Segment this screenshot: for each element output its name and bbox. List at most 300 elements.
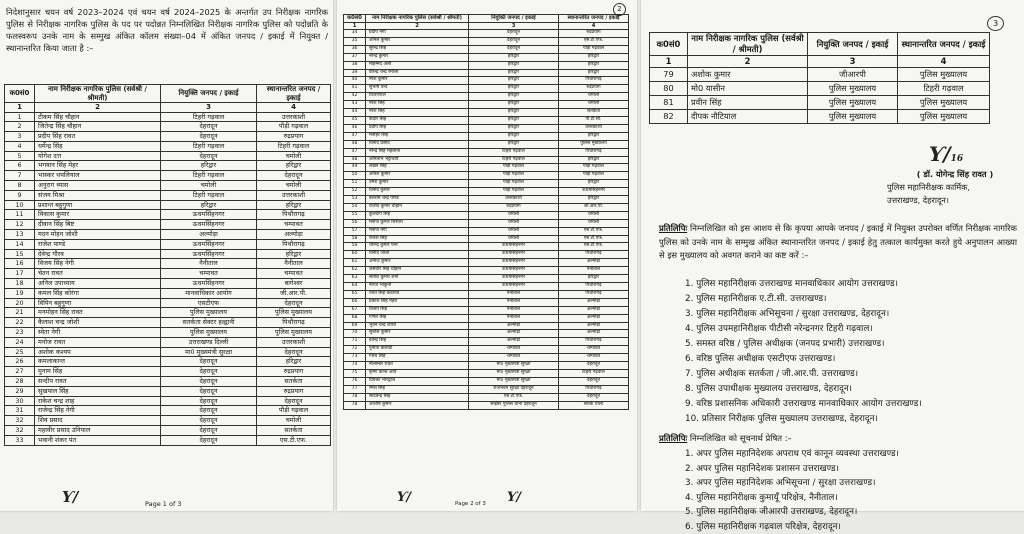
cell-officer-name: संजय मिश्रा: [35, 190, 161, 200]
copy-info-text: निम्नलिखित को सूचनार्थ प्रेषित :–: [690, 433, 792, 443]
page-footer: Page 1 of 3: [145, 500, 181, 508]
cell-serial: 9: [5, 190, 35, 200]
cell-officer-name: अनिल कुमार: [366, 172, 469, 180]
copy-instruction-text: निम्नलिखित को इस आशय से कि कृपया आपके जनपद / इकाई में नियुक्त उपरोक्त वर्णित निरीक्षक नागरिक पुलिस को उनके नाम के सम्मुख अंकित स्थानान्तरित जनपद / इकाई हेतु तत्काल कार्यमुक्त करते हुये अनुपालन आख्या से इस मुख्यालय को अवगत कराने का कष्ट करें :–: [659, 223, 1017, 260]
cell-transfer-unit: चम्पावत: [559, 354, 629, 362]
signatory-block: [887, 168, 1023, 207]
table-row: [344, 377, 629, 385]
table-row: [344, 211, 629, 219]
cell-serial: 32: [5, 416, 35, 426]
cell-posting-unit: उत्तराखण्ड दिल्ली: [161, 337, 257, 347]
table-row: [344, 369, 629, 377]
table-row: [344, 338, 629, 346]
cell-transfer-unit: हरिद्वार: [257, 161, 331, 171]
cell-posting-unit: चम्पावत: [469, 346, 559, 354]
cell-transfer-unit: पुलिस मुख्यालय: [257, 308, 331, 318]
cell-transfer-unit: चमोली: [559, 93, 629, 101]
list-item: 3. पुलिस महानिरीक्षक अभिसूचना / सुरक्षा उत्तराखण्ड, देहरादून।: [685, 307, 922, 322]
cell-officer-name: प्रकाश सिंह मेहरा: [366, 298, 469, 306]
cell-transfer-unit: अल्मोड़ा: [559, 322, 629, 330]
cell-posting-unit: पुलिस मुख्यालय: [161, 328, 257, 338]
signatory-designation: पुलिस महानिरीक्षक कार्मिक,: [887, 181, 1023, 194]
list-item: 6. पुलिस महानिरीक्षक गढ़वाल परिक्षेत्र, देहरादून।: [685, 520, 899, 534]
cell-officer-name: विजय सिंह: [366, 306, 469, 314]
cell-officer-name: विनोद कुमार: [366, 188, 469, 196]
cell-officer-name: धर्मेन्द्र सिंह: [35, 141, 161, 151]
cell-serial: 58: [344, 235, 366, 243]
cell-serial: 32: [5, 426, 35, 436]
table-row: [344, 69, 629, 77]
table-row: [344, 77, 629, 85]
cell-serial: 67: [344, 306, 366, 314]
cell-posting-unit: पौड़ी गढ़वाल: [469, 172, 559, 180]
cell-posting-unit: ऊधमसिंहनगर: [469, 275, 559, 283]
cell-transfer-unit: चमोली: [257, 181, 331, 191]
cell-serial: 53: [344, 196, 366, 204]
cell-officer-name: राजीव कुमार चौहान: [366, 203, 469, 211]
table-row: [5, 269, 331, 279]
table-row: [344, 362, 629, 370]
cell-officer-name: स्वेता नेगी: [35, 328, 161, 338]
copy-label: प्रतिलिपिः: [659, 223, 687, 233]
cell-officer-name: गौरव सिंह: [366, 354, 469, 362]
col-posting-header: नियुक्ति जनपद / इकाई: [808, 33, 898, 56]
cell-posting-unit: टिहरी गढ़वाल: [469, 148, 559, 156]
cell-serial: 7: [5, 171, 35, 181]
col-name-header: नाम निरीक्षक नागरिक पुलिस (सर्वश्री / श्रीमती): [35, 85, 161, 103]
cell-officer-name: कमल सिंह कोरंगा: [35, 288, 161, 298]
table-row: [344, 235, 629, 243]
cell-posting-unit: चमोली: [469, 219, 559, 227]
cell-serial: 39: [344, 69, 366, 77]
cell-serial: 19: [5, 288, 35, 298]
table-row: [344, 61, 629, 69]
cell-officer-name: अशोक कुमार: [688, 68, 808, 82]
table-row: [344, 275, 629, 283]
cell-serial: 27: [5, 367, 35, 377]
cell-serial: 52: [344, 188, 366, 196]
cell-officer-name: चेतन रावत: [35, 269, 161, 279]
col-num: 4: [898, 56, 990, 68]
cell-transfer-unit: चमोली: [559, 211, 629, 219]
cell-transfer-unit: अल्मोड़ा: [559, 298, 629, 306]
cell-officer-name: विनोद प्रसाद: [366, 140, 469, 148]
table-row: [5, 288, 331, 298]
table-row: [344, 330, 629, 338]
cell-posting-unit: हरिद्वार: [469, 101, 559, 109]
list-item: 2. अपर पुलिस महानिदेशक प्रशासन उत्तराखण्ड।: [685, 462, 899, 477]
table-row: [344, 298, 629, 306]
cell-transfer-unit: पौड़ी गढ़वाल: [559, 172, 629, 180]
cell-serial: 59: [344, 243, 366, 251]
cell-posting-unit: हरिद्वार: [469, 61, 559, 69]
cell-serial: 36: [344, 45, 366, 53]
cell-transfer-unit: देहरादून: [257, 347, 331, 357]
cell-transfer-unit: पुलिस मुख्यालय: [559, 140, 629, 148]
cell-transfer-unit: देहरादून: [559, 362, 629, 370]
cell-officer-name: भुवन चन्द्र जोशी: [366, 322, 469, 330]
cell-posting-unit: देहरादून: [161, 406, 257, 416]
table-row: [344, 385, 629, 393]
cell-officer-name: नरेन्द्र सिंह महलाना: [366, 148, 469, 156]
cell-serial: 14: [5, 239, 35, 249]
cell-transfer-unit: एस.टी.एफ.: [559, 243, 629, 251]
table-row: [5, 190, 331, 200]
table-row: [5, 406, 331, 416]
cell-transfer-unit: अल्मोड़ा: [559, 306, 629, 314]
cell-posting-unit: हरिद्वार: [161, 200, 257, 210]
cell-posting-unit: हरिद्वार: [469, 69, 559, 77]
cell-posting-unit: हरिद्वार: [161, 161, 257, 171]
cell-posting-unit: पुलिस मुख्यालय: [808, 96, 898, 110]
cell-posting-unit: देहरादून: [469, 37, 559, 45]
cell-transfer-unit: हरिद्वार: [559, 156, 629, 164]
cell-officer-name: प्रवीन सिंह: [688, 96, 808, 110]
cell-officer-name: विपिन बहुगुणा: [35, 298, 161, 308]
col-serial-header: क0सं0: [344, 15, 366, 23]
cell-posting-unit: ऊधमसिंहनगर: [469, 259, 559, 267]
cell-transfer-unit: अल्मोड़ा: [257, 230, 331, 240]
table-row: [344, 93, 629, 101]
cell-serial: 23: [5, 328, 35, 338]
table-row: [650, 110, 990, 124]
col-transfer-header: स्थानान्तरित जनपद / इकाई: [559, 15, 629, 23]
cell-posting-unit: देहरादून: [161, 122, 257, 132]
cell-serial: 75: [344, 369, 366, 377]
order-intro-text: निदेशानुसार चयन वर्ष 2023–2024 एवं चयन वर्ष 2024–2025 के अन्तर्गत उप निरीक्षक नागरिक पुलिस से निरीक्षक नागरिक पुलिस के पद पर पदोन्नत निम्नलिखित निरीक्षक नागरिक पुलिस को पदोन्नति के फलस्वरूप उनके नाम के सम्मुख अंकित कॉलम संख्या–04 में अंकित जनपद / इकाई में नियुक्त / स्थानान्तरित किया जाता है :–: [6, 6, 328, 54]
col-name-header: नाम निरीक्षक नागरिक पुलिस (सर्वश्री / श्रीमती): [688, 33, 808, 56]
table-row: [344, 101, 629, 109]
table-row: [344, 401, 629, 409]
cell-officer-name: अमिताभ भट्टाचार्य: [366, 156, 469, 164]
cell-serial: 79: [650, 68, 688, 82]
table-row: [344, 45, 629, 53]
table-row: [5, 210, 331, 220]
cell-officer-name: अनोज कुमार: [366, 259, 469, 267]
cell-transfer-unit: हरिद्वार: [559, 53, 629, 61]
list-item: 10. प्रतिसार निरीक्षक पुलिस मुख्यालय उत्तराखण्ड, देहरादून।: [685, 412, 922, 427]
table-row: [5, 298, 331, 308]
table-row: [344, 196, 629, 204]
cell-transfer-unit: देहरादून: [257, 171, 331, 181]
cell-transfer-unit: पिथौरागढ़: [559, 77, 629, 85]
cell-officer-name: देवेन्द्र गौरव: [35, 249, 161, 259]
list-item: 5. समस्त वरिष्ठ / पुलिस अधीक्षक (जनपद प्रभारी) उत्तराखण्ड।: [685, 337, 922, 352]
cell-officer-name: नरेश सिंह: [366, 109, 469, 117]
cell-serial: 76: [344, 377, 366, 385]
table-row: [344, 132, 629, 140]
cell-transfer-unit: चमोली: [257, 151, 331, 161]
cell-transfer-unit: हरिद्वार: [559, 61, 629, 69]
cell-transfer-unit: पौड़ी गढ़वाल: [559, 164, 629, 172]
col-serial-header: क0सं0: [650, 33, 688, 56]
cell-officer-name: मनोहर सिंह: [366, 132, 469, 140]
table-row: [5, 200, 331, 210]
copy-info-paragraph: [659, 432, 1017, 446]
table-row: [344, 37, 629, 45]
cell-posting-unit: देहरादून: [469, 45, 559, 53]
cell-officer-name: राकेश चन्द्र शाह: [35, 396, 161, 406]
cell-officer-name: महावीर प्रसाद उनियाल: [35, 426, 161, 436]
cell-posting-unit: चम्पावत: [469, 354, 559, 362]
cell-posting-unit: अल्मोड़ा: [469, 338, 559, 346]
col-serial-header: क0सं0: [5, 85, 35, 103]
cell-posting-unit: पुलिस मुख्यालय: [808, 82, 898, 96]
table-row: [5, 161, 331, 171]
cell-transfer-unit: एस.टी.एफ.: [559, 235, 629, 243]
cell-officer-name: कृष्ण कान्त आर्य: [366, 369, 469, 377]
cell-transfer-unit: चमोली: [559, 101, 629, 109]
cell-officer-name: सुखपाल सिंह: [35, 386, 161, 396]
list-item: 4. पुलिस उपमहानिरीक्षक पीटीसी नरेन्द्रनगर टिहरी गढ़वाल।: [685, 322, 922, 337]
table-row: [344, 164, 629, 172]
table-row: [344, 30, 629, 38]
cell-transfer-unit: रुद्रप्रयाग: [257, 132, 331, 142]
table-row: [5, 377, 331, 387]
table-row: [5, 112, 331, 122]
initials-signature: Ƴ/: [507, 490, 521, 505]
table-row: [5, 249, 331, 259]
cell-posting-unit: ऊधमसिंहनगर: [161, 220, 257, 230]
cell-serial: 4: [5, 141, 35, 151]
cell-transfer-unit: पिथौरागढ़: [559, 283, 629, 291]
list-item: 6. वरिष्ठ पुलिस अधीक्षक एसटीएफ उत्तराखण्ड।: [685, 352, 922, 367]
table-row: [344, 354, 629, 362]
cell-posting-unit: उत्तरकाशी: [469, 196, 559, 204]
table-row: [344, 243, 629, 251]
table-header: [650, 33, 990, 68]
cell-posting-unit: ऊधमसिंहनगर: [161, 249, 257, 259]
cell-serial: 60: [344, 251, 366, 259]
cell-officer-name: कैलाश चन्द्र जोशी: [35, 318, 161, 328]
cell-officer-name: सुशील कुमार: [366, 330, 469, 338]
cell-serial: 78: [344, 393, 366, 401]
table-row: [5, 357, 331, 367]
cell-officer-name: मोहम्मद अली: [366, 61, 469, 69]
table-body: [344, 30, 629, 410]
cell-officer-name: मनमोहन सिंह रावत: [35, 308, 161, 318]
cell-transfer-unit: अल्मोड़ा: [559, 259, 629, 267]
table-row: [5, 347, 331, 357]
cell-posting-unit: हरिद्वार: [469, 109, 559, 117]
table-row: [344, 267, 629, 275]
cell-officer-name: विजयपाल: [366, 93, 469, 101]
cell-posting-unit: ऊधमसिंहनगर: [469, 243, 559, 251]
cell-posting-unit: ऊधमसिंहनगर: [161, 279, 257, 289]
col-num: 1: [650, 56, 688, 68]
col-num: 1: [344, 22, 366, 30]
table-row: [5, 328, 331, 338]
cell-serial: 82: [650, 110, 688, 124]
action-recipient-list: [685, 277, 922, 427]
cell-officer-name: विनोद जोशी: [366, 251, 469, 259]
cell-posting-unit: टिहरी गढ़वाल: [161, 112, 257, 122]
cell-transfer-unit: उत्तरकाशी: [257, 337, 331, 347]
table-row: [344, 116, 629, 124]
cell-posting-unit: देहरादून: [161, 426, 257, 436]
cell-posting-unit: एस.टी.एफ.: [469, 393, 559, 401]
cell-officer-name: प्रशान्त बहुगुणा: [35, 200, 161, 210]
table-row: [344, 219, 629, 227]
cell-serial: 81: [650, 96, 688, 110]
cell-transfer-unit: जी.आर.पी.: [559, 203, 629, 211]
col-transfer-header: स्थानान्तरित जनपद / इकाई: [257, 85, 331, 103]
cell-transfer-unit: चमोली: [257, 416, 331, 426]
cell-serial: 33: [5, 435, 35, 445]
table-row: [5, 308, 331, 318]
cell-transfer-unit: ऊधमसिंहनगर: [559, 188, 629, 196]
cell-transfer-unit: पिथौरागढ़: [559, 385, 629, 393]
cell-posting-unit: हरिद्वार: [469, 93, 559, 101]
table-body: [650, 68, 990, 124]
col-num: 3: [469, 22, 559, 30]
cell-posting-unit: ऊधमसिंहनगर: [469, 283, 559, 291]
list-item: 4. पुलिस महानिरीक्षक कुमायूँ परिक्षेत्र, नैनीताल।: [685, 491, 899, 506]
cell-posting-unit: पुलिस मुख्यालय: [808, 110, 898, 124]
cell-serial: 11: [5, 210, 35, 220]
cell-posting-unit: अल्मोड़ा: [161, 230, 257, 240]
cell-serial: 65: [344, 290, 366, 298]
cell-officer-name: भगवान सिंह मेहर: [35, 161, 161, 171]
cell-transfer-unit: पिथौरागढ़: [257, 318, 331, 328]
cell-transfer-unit: हरिद्वार: [559, 132, 629, 140]
cell-transfer-unit: टिहरी गढ़वाल: [257, 141, 331, 151]
cell-serial: 51: [344, 180, 366, 188]
cell-officer-name: मुनाम सिंह: [35, 367, 161, 377]
cell-posting-unit: नैनीताल: [469, 290, 559, 298]
table-row: [5, 122, 331, 132]
cell-officer-name: रमेश सिंह: [366, 385, 469, 393]
table-row: [5, 239, 331, 249]
cell-posting-unit: देहरादून: [161, 386, 257, 396]
cell-posting-unit: पुलिस मुख्यालय: [161, 308, 257, 318]
cell-officer-name: दीवान सिंह बिष्ट: [35, 220, 161, 230]
cell-officer-name: मनोज नेगी: [366, 227, 469, 235]
cell-transfer-unit: चम्पावत: [559, 346, 629, 354]
col-num: 4: [257, 103, 331, 113]
table-row: [5, 318, 331, 328]
cell-serial: 21: [5, 308, 35, 318]
cell-officer-name: टीकम सिंह चौहान: [35, 112, 161, 122]
list-item: 9. वरिष्ठ प्रशासनिक अधिकारी उत्तराखण्ड मानवाधिकार आयोग उत्तराखण्ड।: [685, 397, 922, 412]
cell-officer-name: जितेन्द्र सिंह चौहान: [35, 122, 161, 132]
table-row: [344, 85, 629, 93]
cell-serial: 47: [344, 132, 366, 140]
cell-posting-unit: देहरादून: [161, 416, 257, 426]
col-name-header: नाम निरीक्षक नागरिक पुलिस (सर्वश्री / श्रीमती): [366, 15, 469, 23]
cell-officer-name: राजेश सिंह: [366, 235, 469, 243]
cell-officer-name: केदार सिंह: [366, 116, 469, 124]
cell-serial: 64: [344, 283, 366, 291]
cell-transfer-unit: पिथौरागढ़: [257, 239, 331, 249]
cell-transfer-unit: टिहरी गढ़वाल: [898, 82, 990, 96]
cell-posting-unit: देहरादून: [469, 30, 559, 38]
cell-transfer-unit: अल्मोड़ा: [559, 314, 629, 322]
cell-transfer-unit: पिथौरागढ़: [559, 251, 629, 259]
cell-posting-unit: हरिद्वार: [469, 124, 559, 132]
cell-serial: 6: [5, 161, 35, 171]
list-item: 7. पुलिस अधीक्षक सतर्कता / जी.आर.पी. उत्तराखण्ड।: [685, 367, 922, 382]
cell-transfer-unit: नैनीताल: [559, 267, 629, 275]
cell-serial: 48: [344, 156, 366, 164]
cell-serial: 15: [5, 249, 35, 259]
list-item: 2. पुलिस महानिरीक्षक ए.टी.सी. उत्तराखण्ड।: [685, 292, 922, 307]
cell-officer-name: कुलदीप सिंह: [366, 211, 469, 219]
cell-officer-name: अशोक कश्यप: [35, 347, 161, 357]
cell-officer-name: जसवीर सिंह चौहान: [366, 267, 469, 275]
page-number-mark: 2: [613, 3, 626, 16]
transfer-table-page-1: [4, 84, 331, 446]
cell-transfer-unit: सतर्कता: [559, 109, 629, 117]
cell-transfer-unit: पुलिस मुख्यालय: [257, 328, 331, 338]
cell-serial: 25: [5, 347, 35, 357]
cell-serial: 37: [344, 53, 366, 61]
cell-transfer-unit: देहरादून: [257, 396, 331, 406]
table-header: [5, 85, 331, 113]
table-row: [5, 337, 331, 347]
cell-serial: 5: [5, 151, 35, 161]
cell-serial: 61: [344, 259, 366, 267]
cell-serial: 62: [344, 267, 366, 275]
cell-transfer-unit: हरिद्वार: [257, 200, 331, 210]
cell-posting-unit: चमोली: [469, 235, 559, 243]
table-row: [344, 172, 629, 180]
cell-posting-unit: जीआरपी: [808, 68, 898, 82]
cell-officer-name: नरेन्द्र कुमार: [366, 53, 469, 61]
table-row: [344, 306, 629, 314]
transfer-table-page-3: [649, 32, 990, 124]
cell-officer-name: नीलाम्बर रावत: [366, 362, 469, 370]
cell-transfer-unit: उत्तरकाशी: [257, 112, 331, 122]
cell-posting-unit: चमोली: [469, 211, 559, 219]
copy-label: प्रतिलिपिः: [659, 433, 687, 443]
cell-officer-name: शिव प्रसाद: [35, 416, 161, 426]
cell-transfer-unit: पुलिस मुख्यालय: [898, 68, 990, 82]
cell-officer-name: योगेश दत्त: [35, 151, 161, 161]
col-posting-header: नियुक्ति जनपद / इकाई: [469, 15, 559, 23]
table-row: [344, 148, 629, 156]
cell-serial: 47: [344, 148, 366, 156]
cell-serial: 71: [344, 338, 366, 346]
cell-serial: 35: [344, 37, 366, 45]
cell-posting-unit: हरिद्वार: [469, 77, 559, 85]
cell-officer-name: अनिल कुमार: [366, 37, 469, 45]
cell-transfer-unit: पिथौरागढ़: [559, 338, 629, 346]
cell-transfer-unit: पी.टी.सी.: [559, 116, 629, 124]
cell-transfer-unit: पुलिस मुख्यालय: [898, 96, 990, 110]
cell-serial: 20: [5, 298, 35, 308]
cell-posting-unit: देहरादून: [161, 357, 257, 367]
cell-posting-unit: टिहरी गढ़वाल: [161, 141, 257, 151]
copy-instruction-paragraph: [659, 222, 1017, 263]
cell-transfer-unit: देहरादून: [257, 298, 331, 308]
cell-officer-name: मनोज रावत: [35, 337, 161, 347]
cell-officer-name: विजय सिंह नेगी: [35, 259, 161, 269]
cell-serial: 50: [344, 172, 366, 180]
cell-serial: 26: [5, 357, 35, 367]
table-row: [650, 82, 990, 96]
cell-serial: 24: [5, 337, 35, 347]
cell-serial: 13: [5, 230, 35, 240]
cell-posting-unit: देहरादून: [161, 377, 257, 387]
table-row: [344, 259, 629, 267]
cell-serial: 43: [344, 101, 366, 109]
cell-serial: 12: [5, 220, 35, 230]
cell-posting-unit: नैनीताल: [161, 259, 257, 269]
document-page-1: [0, 0, 333, 511]
cell-transfer-unit: अल्मोड़ा: [559, 330, 629, 338]
col-num: 2: [688, 56, 808, 68]
